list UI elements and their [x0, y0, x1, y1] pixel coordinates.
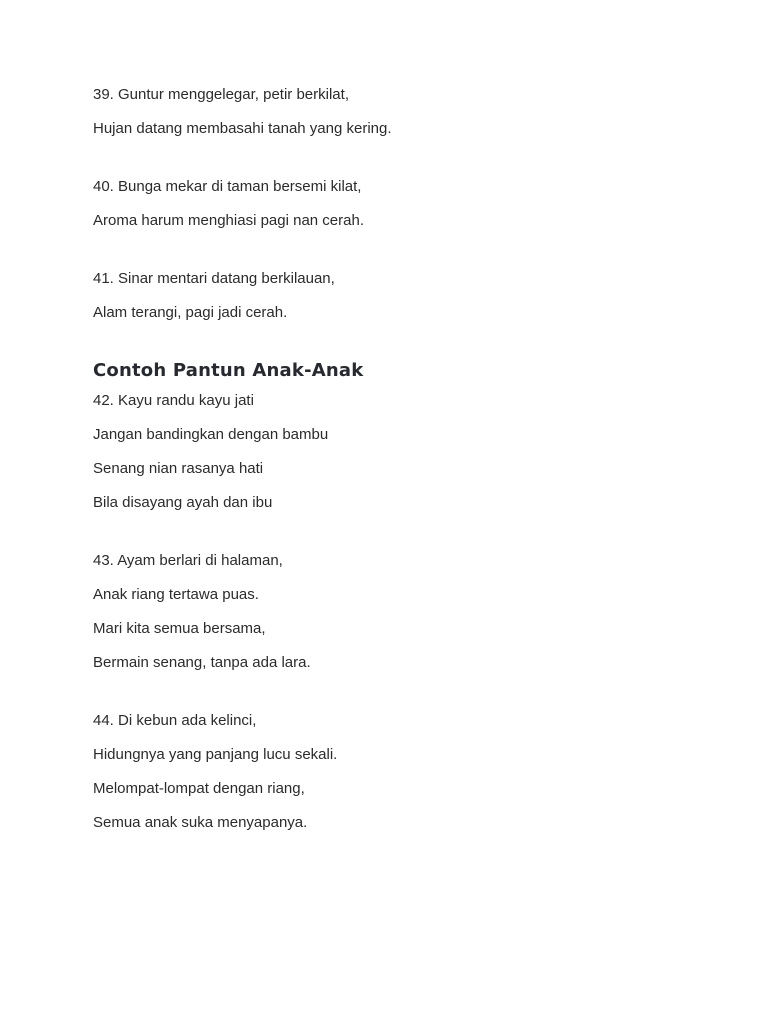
pantun-line: Bila disayang ayah dan ibu — [93, 494, 273, 511]
pantun-stanza-43 — [93, 549, 713, 675]
pantun-line: Bermain senang, tanpa ada lara. — [93, 654, 311, 671]
pantun-stanza-42 — [93, 389, 713, 515]
pantun-stanza-44 — [93, 709, 713, 835]
pantun-stanza-41 — [93, 267, 713, 325]
pantun-line: Melompat-lompat dengan riang, — [93, 780, 305, 797]
section-heading: Contoh Pantun Anak-Anak — [93, 360, 364, 381]
pantun-line: Aroma harum menghiasi pagi nan cerah. — [93, 212, 364, 229]
pantun-line: 39. Guntur menggelegar, petir berkilat, — [93, 86, 349, 103]
document-page — [93, 83, 713, 869]
pantun-line: Hujan datang membasahi tanah yang kering. — [93, 120, 392, 137]
pantun-line: Hidungnya yang panjang lucu sekali. — [93, 746, 338, 763]
pantun-line: 42. Kayu randu kayu jati — [93, 392, 254, 409]
pantun-line: Alam terangi, pagi jadi cerah. — [93, 304, 288, 321]
pantun-line: Anak riang tertawa puas. — [93, 586, 259, 603]
pantun-line: 43. Ayam berlari di halaman, — [93, 552, 283, 569]
pantun-line: 40. Bunga mekar di taman bersemi kilat, — [93, 178, 362, 195]
pantun-stanza-40 — [93, 175, 713, 233]
pantun-line: 44. Di kebun ada kelinci, — [93, 712, 257, 729]
pantun-line: Jangan bandingkan dengan bambu — [93, 426, 329, 443]
pantun-line: Semua anak suka menyapanya. — [93, 814, 308, 831]
pantun-line: 41. Sinar mentari datang berkilauan, — [93, 270, 335, 287]
pantun-line: Senang nian rasanya hati — [93, 460, 264, 477]
pantun-line: Mari kita semua bersama, — [93, 620, 266, 637]
pantun-stanza-39 — [93, 83, 713, 141]
